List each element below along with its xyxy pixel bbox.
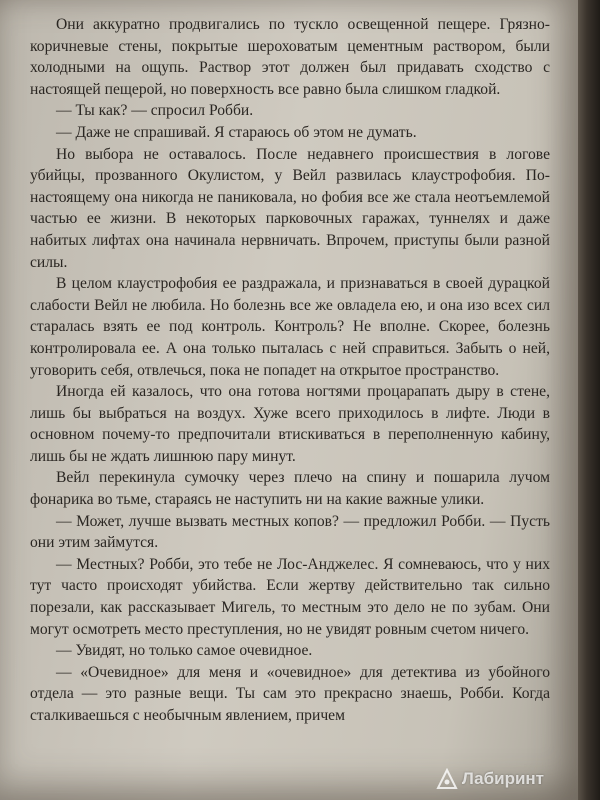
paragraph: Они аккуратно продвигались по тускло освещенной пещере. Грязно-коричневые стены, покрытые шероховатым цементным раствором, были холодными на ощупь. Раствор этот должен был придавать сходство с настоящей пещерой, но поверхность все равно была слишком гладкой. <box>30 16 550 98</box>
paragraph: — Может, лучше вызвать местных копов? — предложил Робби. — Пусть они этим займутся. <box>30 512 550 552</box>
paragraph: В целом клаустрофобия ее раздражала, и признаваться в своей дурацкой слабости Вейл не любила. Но болезнь все же овладела ею, и она изо всех сил старалась взять ее под контроль. Контроль? Не вполне. Скорее, болезнь контролировала ее. А она только пыталась с ней справиться. Забыть о ней, уговорить себя, отвлечься, пока не попадет на открытое пространство. <box>30 275 550 379</box>
paragraph: Вейл перекинула сумочку через плечо на спину и пошарила лучом фонарика во тьме, стараясь не наступить ни на какие важные улики. <box>30 469 550 509</box>
labirint-watermark <box>436 768 544 790</box>
paragraph: — Местных? Робби, это тебе не Лос-Анджелес. Я сомневаюсь, что у них тут часто происходят убийства. Если жертву действительно так сильно порезали, как рассказывает Мигель, то местным это дело не по зубам. Они могут осмотреть место преступления, но не увидят ровным счетом ничего. <box>30 555 550 638</box>
paragraph: — Даже не спрашивай. Я стараюсь об этом не думать. <box>56 123 417 141</box>
book-spine-edge <box>578 0 600 800</box>
paragraph: — Увидят, но только самое очевидное. <box>56 642 313 660</box>
labirint-logo-icon <box>436 768 458 790</box>
watermark-text: Лабиринт <box>461 769 544 788</box>
paragraph: Иногда ей казалось, что она готова ногтями процарапать дыру в стене, лишь бы выбраться на воздух. Хуже всего приходилось в лифте. Люди в основном почему-то предпочитали втискиваться в переполненную кабину, лишь бы не ждать лишнюю пару минут. <box>30 383 550 465</box>
page-text <box>30 14 550 727</box>
paragraph: Но выбора не оставалось. После недавнего происшествия в логове убийцы, прозванного Окулистом, у Вейл развилась клаустрофобия. По-настоящему она никогда не паниковала, но фобия все же стала неотъемлемой частью ее жизни. В некоторых парковочных гаражах, туннелях и даже набитых лифтах она начинала нервничать. Впрочем, приступы были разной силы. <box>30 145 550 271</box>
paragraph: — Ты как? — спросил Робби. <box>56 102 254 120</box>
paragraph: — «Очевидное» для меня и «очевидное» для детектива из убойного отдела — это разные вещи. Ты сам это прекрасно знаешь, Робби. Когда сталкиваешься с необычным явлением, причем <box>30 663 550 724</box>
